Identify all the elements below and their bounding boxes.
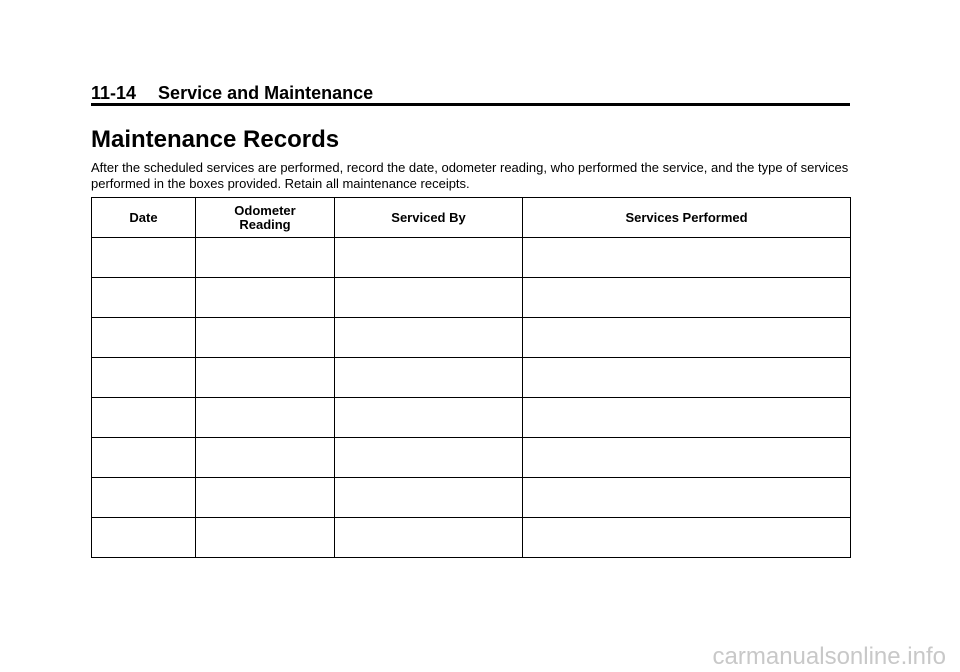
section-title: Maintenance Records: [91, 126, 340, 153]
services-performed-cell: [523, 238, 851, 278]
running-head: [91, 82, 850, 104]
column-header-label-line2: Reading: [239, 216, 291, 232]
serviced-by-cell: [335, 238, 523, 278]
odometer-cell: [196, 358, 335, 398]
maintenance-records-table: [91, 197, 851, 558]
column-header-services-performed: [523, 198, 851, 238]
column-header-odometer-reading: [196, 198, 335, 238]
serviced-by-cell: [335, 358, 523, 398]
table-row: [92, 398, 851, 438]
serviced-by-cell: [335, 438, 523, 478]
serviced-by-cell: [335, 478, 523, 518]
page-header: [91, 82, 850, 104]
table-row: [92, 278, 851, 318]
odometer-cell: [196, 478, 335, 518]
date-cell: [92, 398, 196, 438]
table-row: [92, 238, 851, 278]
serviced-by-cell: [335, 398, 523, 438]
column-header-label: Serviced By: [391, 209, 466, 225]
services-performed-cell: [523, 438, 851, 478]
intro-paragraph: After the scheduled services are performed, record the date, odometer reading, who performed the service, and the type of services performed in the boxes provided. Retain all maintenance receipts.: [91, 160, 849, 191]
column-header-label: Date: [129, 209, 158, 225]
odometer-cell: [196, 318, 335, 358]
odometer-cell: [196, 238, 335, 278]
table-header-row: [92, 198, 851, 238]
date-cell: [92, 518, 196, 558]
column-header-date: [92, 198, 196, 238]
column-header-serviced-by: [335, 198, 523, 238]
date-cell: [92, 278, 196, 318]
services-performed-cell: [523, 278, 851, 318]
date-cell: [92, 358, 196, 398]
serviced-by-cell: [335, 278, 523, 318]
date-cell: [92, 318, 196, 358]
chapter-title: Service and Maintenance: [158, 83, 374, 103]
services-performed-cell: [523, 318, 851, 358]
serviced-by-cell: [335, 318, 523, 358]
services-performed-cell: [523, 358, 851, 398]
page-number: 11-14: [91, 83, 137, 103]
table-row: [92, 318, 851, 358]
odometer-cell: [196, 518, 335, 558]
table-row: [92, 358, 851, 398]
column-header-label: Odometer: [234, 202, 296, 218]
serviced-by-cell: [335, 518, 523, 558]
date-cell: [92, 438, 196, 478]
watermark: carmanualsonline.info: [712, 643, 946, 670]
odometer-cell: [196, 278, 335, 318]
date-cell: [92, 238, 196, 278]
services-performed-cell: [523, 518, 851, 558]
column-header-label: Services Performed: [625, 209, 748, 225]
services-performed-cell: [523, 398, 851, 438]
odometer-cell: [196, 438, 335, 478]
services-performed-cell: [523, 478, 851, 518]
date-cell: [92, 478, 196, 518]
header-rule: [91, 103, 850, 106]
table-row: [92, 478, 851, 518]
table-row: [92, 438, 851, 478]
table-row: [92, 518, 851, 558]
odometer-cell: [196, 398, 335, 438]
